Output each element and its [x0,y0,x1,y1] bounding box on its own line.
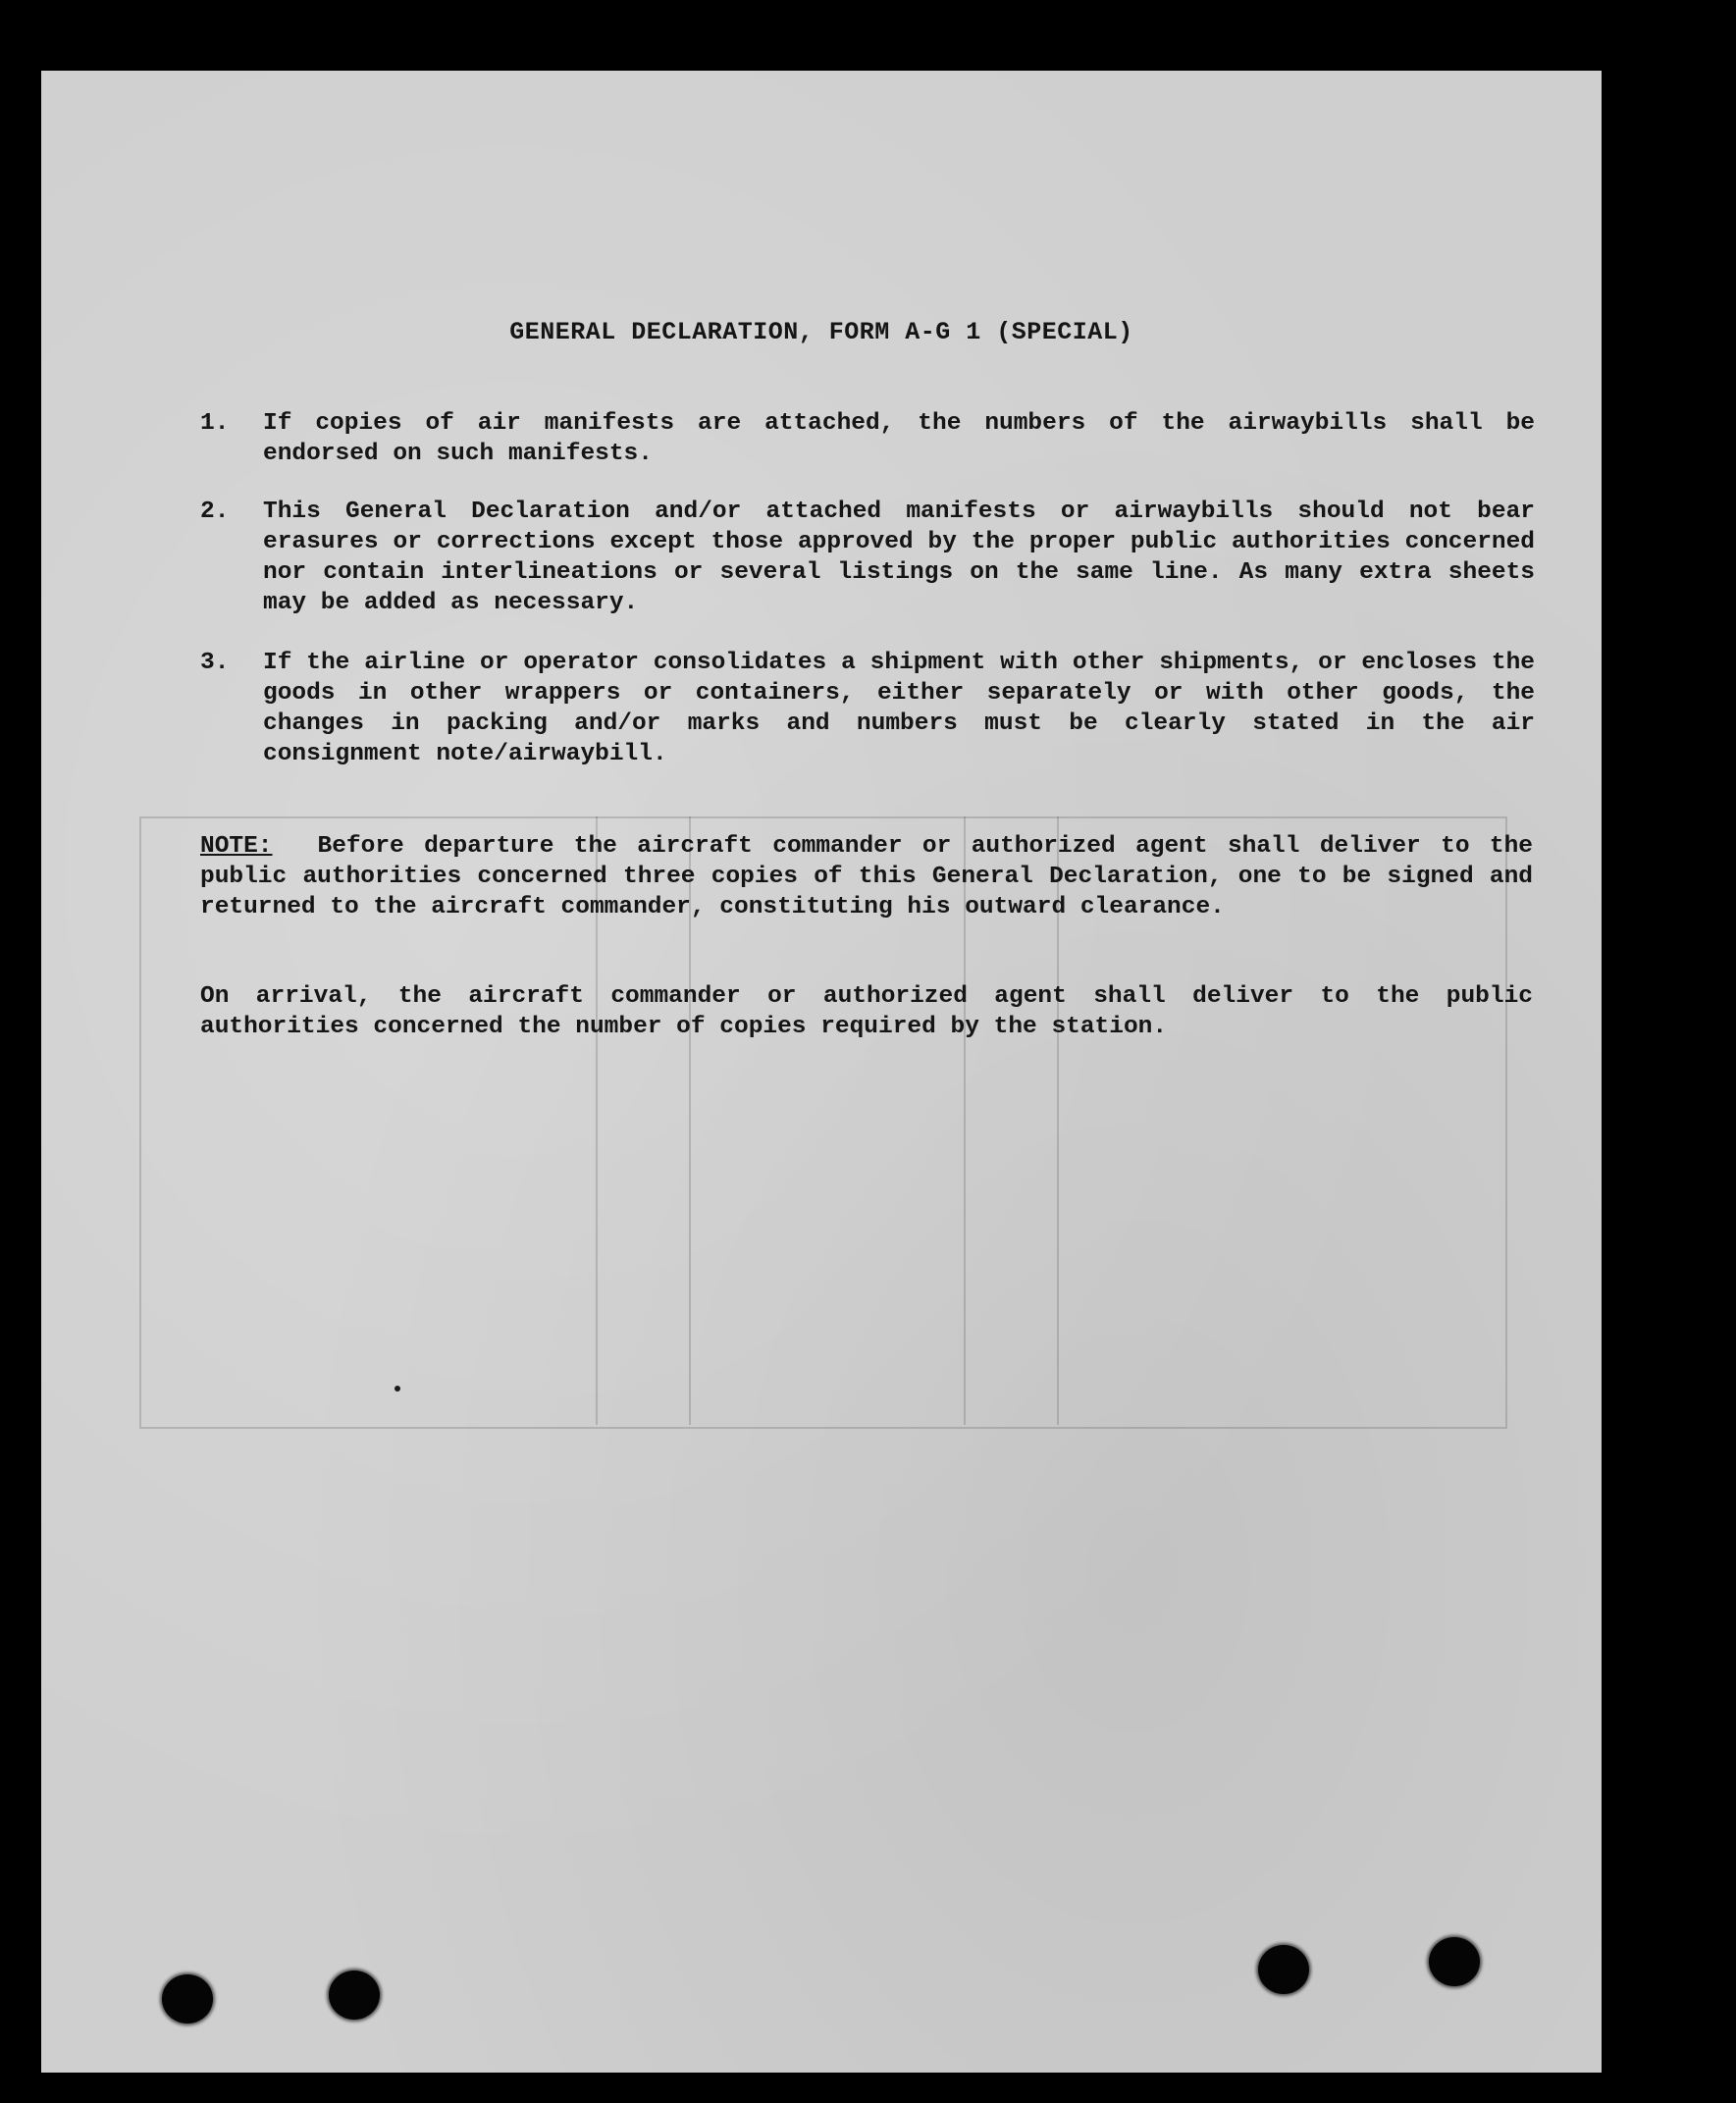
arrival-paragraph [200,981,1533,1042]
note-label: NOTE: [200,833,273,860]
instruction-item-2 [200,497,1535,618]
item-number: 2. [200,499,230,525]
note-paragraph [200,831,1533,922]
paper-sheet [41,71,1602,2073]
punch-hole [1429,1937,1480,1986]
item-text: If copies of air manifests are attached, the numbers of the airwaybills shall be endorsed on such manifests. [263,410,1535,467]
item-number: 1. [200,410,230,437]
item-text: If the airline or operator consolidates a shipment with other shipments, or encloses the goods in other wrappers or containers, either separately or with other goods, the changes in packing and/or marks and numbers must be clearly stated in the air consignment note/airwaybill. [263,650,1535,767]
arrival-text: On arrival, the aircraft commander or authorized agent shall deliver to the public authorities concerned the number of copies required by the station. [200,983,1533,1040]
page-title: GENERAL DECLARATION, FORM A-G 1 (SPECIAL) [509,318,1133,346]
ink-speck [395,1386,400,1392]
note-text: Before departure the aircraft commander or authorized agent shall deliver to the public authorities concerned three copies of this General Declaration, one to be signed and returned to the aircraft commander, constituting his outward clearance. [200,833,1533,920]
punch-hole [1258,1945,1309,1994]
punch-hole [329,1971,380,2020]
instruction-item-3 [200,648,1535,769]
item-text: This General Declaration and/or attached manifests or airwaybills should not bear erasures or corrections except those approved by the proper public authorities concerned nor contain interlineations or several listings on the same line. As many extra sheets may be added as necessary. [263,499,1535,616]
item-number: 3. [200,650,230,676]
instruction-item-1 [200,408,1535,469]
punch-hole [162,1974,213,2024]
